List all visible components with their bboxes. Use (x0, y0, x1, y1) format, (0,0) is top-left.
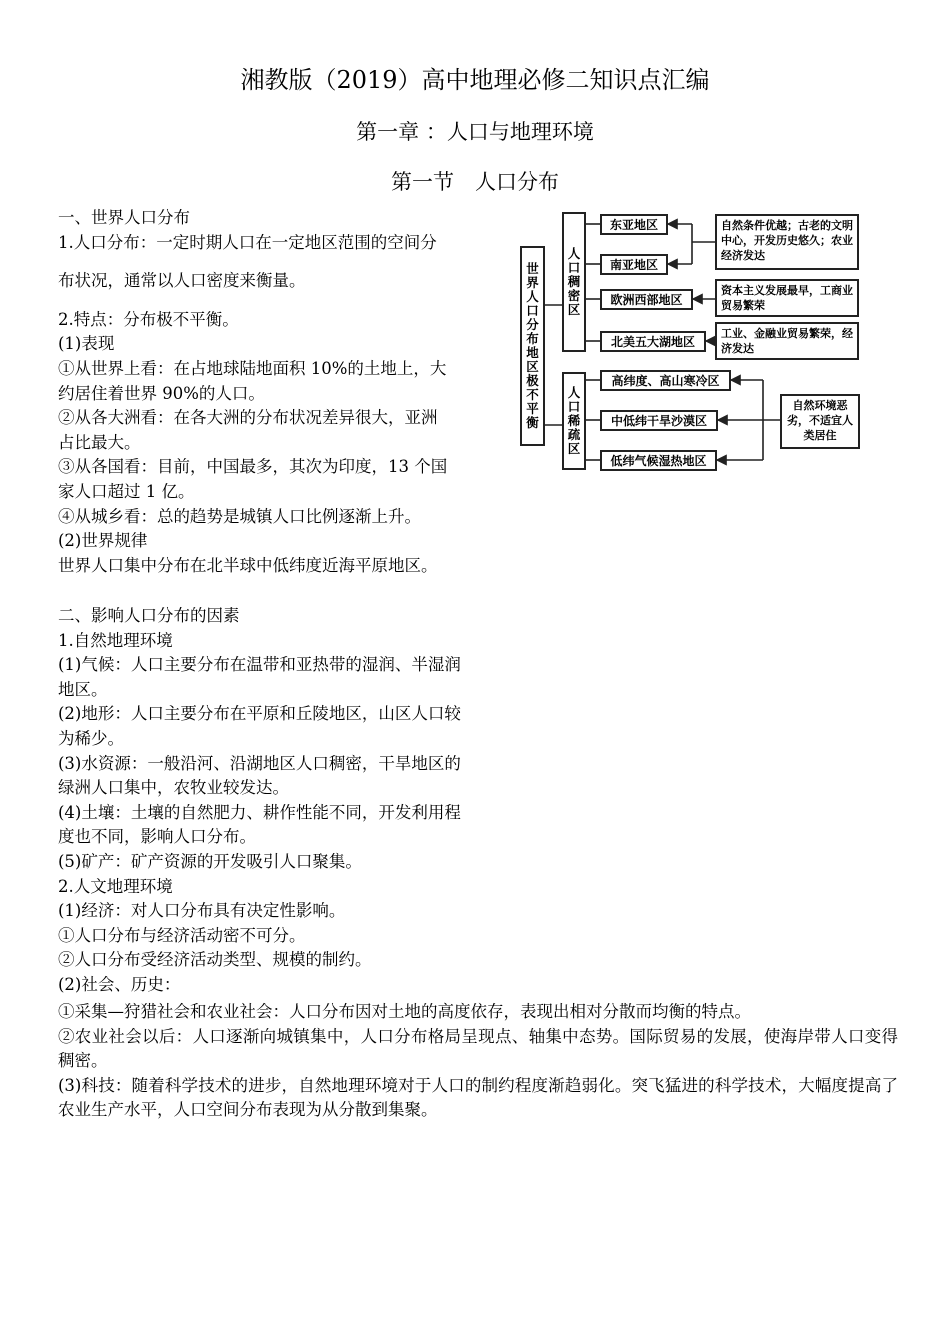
paragraph-line: (1)气候：人口主要分布在温带和亚热带的湿润、半湿润 (58, 655, 461, 675)
paragraph-line: (2)社会、历史： (58, 974, 181, 994)
region-western-europe: 欧洲西部地区 (600, 289, 693, 310)
chapter-title: 第一章 ：人口与地理环境 (356, 120, 594, 144)
population-factors-section (58, 604, 520, 998)
cause-favorable-conditions: 自然条件优越；古老的文明中心，开发历史悠久；农业经济发达 (715, 214, 859, 270)
paragraph-line: 占比最大。 (58, 432, 141, 452)
region-arid-desert: 中低纬干旱沙漠区 (600, 410, 718, 431)
paragraph-line: ①从世界上看：在占地球陆地面积 10%的土地上，大 (58, 358, 447, 378)
paragraph-line: ④从城乡看：总的趋势是城镇人口比例逐渐上升。 (58, 506, 421, 526)
diagram-root: 世界人口分布地区极不平衡 (520, 246, 545, 446)
paragraph-line: (3)科技：随着科学技术的进步，自然地理环境对于人口的制约程度渐趋弱化。突飞猛进的科学技术，大幅度提高了农业生产水平，人口空间分布表现为从分散到集聚。 (58, 1075, 898, 1120)
region-south-asia: 南亚地区 (600, 254, 668, 275)
section-heading: 一、世界人口分布 (58, 208, 190, 227)
paragraph-line: (3)水资源：一般沿河、沿湖地区人口稠密，干旱地区的 (58, 753, 461, 773)
paragraph-line: (5)矿产：矿产资源的开发吸引人口聚集。 (58, 851, 362, 871)
sparse-region-group: 人口稀疏区 (562, 372, 586, 470)
paragraph-line: (4)土壤：土壤的自然肥力、耕作性能不同，开发利用程 (58, 802, 461, 822)
paragraph-line: 绿洲人口集中，农牧业较发达。 (58, 778, 289, 798)
paragraph-line: (1)经济：对人口分布具有决定性影响。 (58, 901, 346, 921)
population-distribution-diagram (518, 210, 864, 475)
paragraph-line: 2.特点：分布极不平衡。 (58, 309, 239, 329)
cause-harsh-environment: 自然环境恶劣，不适宜人类居住 (780, 394, 860, 449)
section-title: 第一节 人口分布 (391, 170, 559, 194)
paragraph-line: 1.自然地理环境 (58, 630, 173, 650)
dense-region-group: 人口稠密区 (562, 212, 586, 352)
paragraph-line: 度也不同，影响人口分布。 (58, 827, 256, 847)
section-heading: 二、影响人口分布的因素 (58, 606, 240, 625)
paragraph-line: 世界人口集中分布在北半球中低纬度近海平原地区。 (58, 555, 438, 575)
paragraph-line: 家人口超过 1 亿。 (58, 481, 195, 501)
paragraph-line: 2.人文地理环境 (58, 876, 173, 896)
social-tech-factors (58, 1000, 898, 1123)
paragraph-line: 为稀少。 (58, 728, 124, 748)
paragraph-line: 布状况，通常以人口密度来衡量。 (58, 271, 306, 291)
paragraph-line: 地区。 (58, 679, 108, 699)
paragraph-line: ①人口分布与经济活动密不可分。 (58, 925, 306, 945)
region-north-america-great-lakes: 北美五大湖地区 (600, 331, 706, 352)
paragraph-line: ①采集—狩猎社会和农业社会：人口分布因对土地的高度依存，表现出相对分散而均衡的特点。 (58, 1002, 751, 1021)
paragraph-line: (2)地形：人口主要分布在平原和丘陵地区，山区人口较 (58, 704, 461, 724)
document-title: 湘教版（2019）高中地理必修二知识点汇编 (240, 66, 710, 94)
paragraph-line: 约居住着世界 90%的人口。 (58, 383, 265, 403)
region-humid-tropical: 低纬气候湿热地区 (600, 450, 717, 471)
paragraph-line: ②从各大洲看：在各大洲的分布状况差异很大，亚洲 (58, 408, 438, 428)
world-population-distribution-section (58, 206, 503, 578)
paragraph-line: ②农业社会以后：人口逐渐向城镇集中，人口分布格局呈现点、轴集中态势。国际贸易的发展，使海岸带人口变得稠密。 (58, 1026, 898, 1071)
paragraph-line: (2)世界规律 (58, 531, 148, 551)
paragraph-line: ②人口分布受经济活动类型、规模的制约。 (58, 950, 372, 970)
region-high-latitude-cold: 高纬度、高山寒冷区 (600, 370, 731, 391)
paragraph-line: 1.人口分布：一定时期人口在一定地区范围的空间分 (58, 232, 437, 252)
paragraph-line: ③从各国看：目前，中国最多，其次为印度，13 个国 (58, 457, 448, 477)
cause-early-capitalism: 资本主义发展最早，工商业贸易繁荣 (715, 279, 859, 317)
paragraph-line: (1)表现 (58, 334, 115, 354)
region-east-asia: 东亚地区 (600, 214, 668, 235)
cause-industry-finance: 工业、金融业贸易繁荣，经济发达 (715, 322, 859, 360)
